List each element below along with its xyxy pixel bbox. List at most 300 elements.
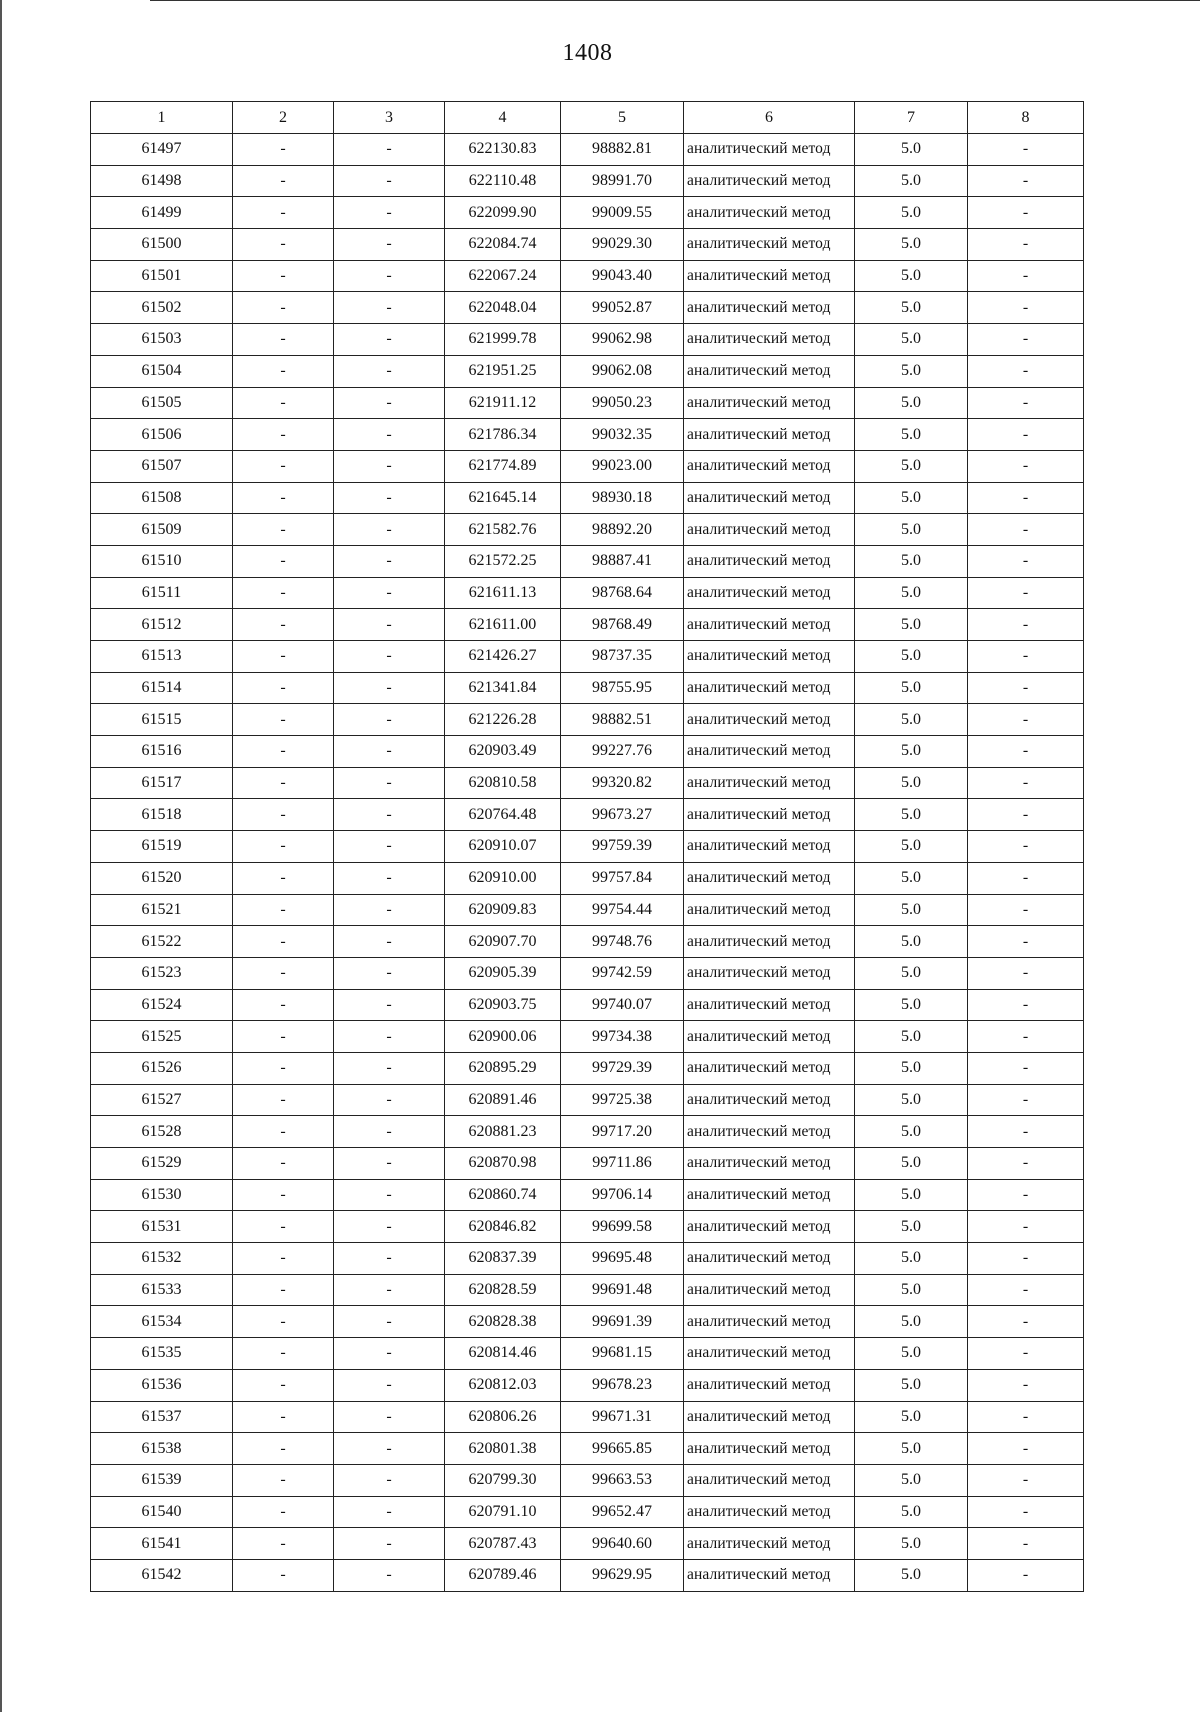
cell-col8-value: - [968, 260, 1084, 292]
cell-method: аналитический метод [684, 1401, 855, 1433]
cell-col8-value: - [968, 926, 1084, 958]
cell-coord-x: 622084.74 [445, 229, 561, 261]
cell-coord-y: 99673.27 [561, 799, 684, 831]
cell-col2-value: - [233, 419, 334, 451]
cell-point-number: 61502 [91, 292, 233, 324]
cell-col3-value: - [334, 1306, 445, 1338]
cell-coord-x: 620789.46 [445, 1559, 561, 1591]
cell-coord-x: 620799.30 [445, 1464, 561, 1496]
cell-accuracy: 5.0 [855, 894, 968, 926]
cell-method: аналитический метод [684, 1496, 855, 1528]
cell-accuracy: 5.0 [855, 1369, 968, 1401]
cell-col2-value: - [233, 672, 334, 704]
cell-accuracy: 5.0 [855, 1116, 968, 1148]
cell-col8-value: - [968, 197, 1084, 229]
cell-col3-value: - [334, 609, 445, 641]
cell-col8-value: - [968, 1052, 1084, 1084]
cell-col3-value: - [334, 482, 445, 514]
cell-col3-value: - [334, 545, 445, 577]
table-row [91, 1559, 1084, 1591]
cell-col8-value: - [968, 609, 1084, 641]
cell-method: аналитический метод [684, 1179, 855, 1211]
cell-coord-y: 99029.30 [561, 229, 684, 261]
cell-coord-x: 621645.14 [445, 482, 561, 514]
cell-coord-x: 620812.03 [445, 1369, 561, 1401]
cell-method: аналитический метод [684, 1243, 855, 1275]
cell-coord-y: 98768.64 [561, 577, 684, 609]
cell-point-number: 61539 [91, 1464, 233, 1496]
cell-col8-value: - [968, 545, 1084, 577]
cell-accuracy: 5.0 [855, 1496, 968, 1528]
cell-coord-y: 99725.38 [561, 1084, 684, 1116]
cell-method: аналитический метод [684, 831, 855, 863]
cell-point-number: 61533 [91, 1274, 233, 1306]
cell-coord-y: 99754.44 [561, 894, 684, 926]
cell-method: аналитический метод [684, 450, 855, 482]
cell-accuracy: 5.0 [855, 419, 968, 451]
cell-coord-x: 621582.76 [445, 514, 561, 546]
cell-col3-value: - [334, 1496, 445, 1528]
cell-col8-value: - [968, 1306, 1084, 1338]
table-row [91, 1148, 1084, 1180]
table-row [91, 831, 1084, 863]
cell-method: аналитический метод [684, 609, 855, 641]
cell-col2-value: - [233, 1559, 334, 1591]
cell-method: аналитический метод [684, 419, 855, 451]
cell-coord-x: 620910.07 [445, 831, 561, 863]
table-row [91, 926, 1084, 958]
cell-col2-value: - [233, 229, 334, 261]
table-row [91, 1369, 1084, 1401]
cell-coord-y: 99681.15 [561, 1338, 684, 1370]
cell-col2-value: - [233, 894, 334, 926]
table-row [91, 577, 1084, 609]
cell-col8-value: - [968, 1401, 1084, 1433]
cell-accuracy: 5.0 [855, 767, 968, 799]
column-header-6: 6 [684, 102, 855, 134]
cell-col3-value: - [334, 862, 445, 894]
cell-point-number: 61506 [91, 419, 233, 451]
cell-col8-value: - [968, 292, 1084, 324]
cell-col8-value: - [968, 894, 1084, 926]
cell-col2-value: - [233, 957, 334, 989]
cell-col2-value: - [233, 862, 334, 894]
cell-accuracy: 5.0 [855, 355, 968, 387]
cell-coord-x: 620837.39 [445, 1243, 561, 1275]
cell-accuracy: 5.0 [855, 831, 968, 863]
cell-accuracy: 5.0 [855, 957, 968, 989]
cell-col2-value: - [233, 1116, 334, 1148]
cell-col2-value: - [233, 926, 334, 958]
table-row [91, 704, 1084, 736]
cell-method: аналитический метод [684, 260, 855, 292]
cell-accuracy: 5.0 [855, 736, 968, 768]
cell-col8-value: - [968, 957, 1084, 989]
cell-point-number: 61500 [91, 229, 233, 261]
cell-method: аналитический метод [684, 957, 855, 989]
table-row [91, 1401, 1084, 1433]
cell-coord-y: 99757.84 [561, 862, 684, 894]
cell-point-number: 61529 [91, 1148, 233, 1180]
cell-col3-value: - [334, 197, 445, 229]
cell-col3-value: - [334, 1433, 445, 1465]
column-header-1: 1 [91, 102, 233, 134]
cell-accuracy: 5.0 [855, 450, 968, 482]
cell-method: аналитический метод [684, 1052, 855, 1084]
cell-col3-value: - [334, 1274, 445, 1306]
cell-coord-x: 620801.38 [445, 1433, 561, 1465]
cell-accuracy: 5.0 [855, 545, 968, 577]
cell-point-number: 61499 [91, 197, 233, 229]
cell-accuracy: 5.0 [855, 1211, 968, 1243]
column-header-4: 4 [445, 102, 561, 134]
cell-coord-x: 622067.24 [445, 260, 561, 292]
cell-col8-value: - [968, 1084, 1084, 1116]
cell-point-number: 61525 [91, 1021, 233, 1053]
cell-col8-value: - [968, 704, 1084, 736]
cell-coord-x: 620846.82 [445, 1211, 561, 1243]
cell-col8-value: - [968, 229, 1084, 261]
cell-col3-value: - [334, 1528, 445, 1560]
cell-col2-value: - [233, 387, 334, 419]
cell-col8-value: - [968, 324, 1084, 356]
table-row [91, 894, 1084, 926]
cell-col3-value: - [334, 1116, 445, 1148]
cell-point-number: 61541 [91, 1528, 233, 1560]
cell-col2-value: - [233, 260, 334, 292]
cell-coord-y: 98887.41 [561, 545, 684, 577]
cell-col2-value: - [233, 577, 334, 609]
table-row [91, 324, 1084, 356]
cell-col8-value: - [968, 1464, 1084, 1496]
cell-col2-value: - [233, 1496, 334, 1528]
cell-point-number: 61510 [91, 545, 233, 577]
cell-coord-y: 99706.14 [561, 1179, 684, 1211]
cell-col3-value: - [334, 1211, 445, 1243]
cell-point-number: 61536 [91, 1369, 233, 1401]
cell-accuracy: 5.0 [855, 292, 968, 324]
cell-coord-y: 98755.95 [561, 672, 684, 704]
cell-accuracy: 5.0 [855, 1148, 968, 1180]
table-row [91, 165, 1084, 197]
cell-coord-y: 99691.48 [561, 1274, 684, 1306]
table-row [91, 1306, 1084, 1338]
cell-point-number: 61528 [91, 1116, 233, 1148]
cell-point-number: 61538 [91, 1433, 233, 1465]
cell-col3-value: - [334, 419, 445, 451]
cell-col8-value: - [968, 767, 1084, 799]
cell-col8-value: - [968, 134, 1084, 166]
cell-method: аналитический метод [684, 1148, 855, 1180]
table-row [91, 767, 1084, 799]
cell-coord-y: 98882.51 [561, 704, 684, 736]
cell-coord-y: 98737.35 [561, 641, 684, 673]
table-row [91, 1021, 1084, 1053]
cell-col8-value: - [968, 641, 1084, 673]
cell-coord-x: 620764.48 [445, 799, 561, 831]
cell-point-number: 61516 [91, 736, 233, 768]
cell-coord-x: 620907.70 [445, 926, 561, 958]
cell-col2-value: - [233, 197, 334, 229]
cell-col8-value: - [968, 1559, 1084, 1591]
cell-point-number: 61517 [91, 767, 233, 799]
cell-coord-x: 622048.04 [445, 292, 561, 324]
cell-col8-value: - [968, 387, 1084, 419]
table-row [91, 609, 1084, 641]
table-row [91, 1211, 1084, 1243]
cell-coord-y: 99050.23 [561, 387, 684, 419]
cell-coord-y: 99734.38 [561, 1021, 684, 1053]
cell-col2-value: - [233, 1148, 334, 1180]
cell-accuracy: 5.0 [855, 387, 968, 419]
cell-col8-value: - [968, 1338, 1084, 1370]
cell-accuracy: 5.0 [855, 1179, 968, 1211]
cell-accuracy: 5.0 [855, 1052, 968, 1084]
cell-col3-value: - [334, 577, 445, 609]
cell-accuracy: 5.0 [855, 641, 968, 673]
cell-coord-x: 620828.38 [445, 1306, 561, 1338]
cell-point-number: 61514 [91, 672, 233, 704]
cell-accuracy: 5.0 [855, 609, 968, 641]
cell-accuracy: 5.0 [855, 799, 968, 831]
cell-accuracy: 5.0 [855, 1021, 968, 1053]
cell-point-number: 61497 [91, 134, 233, 166]
cell-coord-x: 620903.75 [445, 989, 561, 1021]
cell-col2-value: - [233, 165, 334, 197]
cell-col2-value: - [233, 1084, 334, 1116]
cell-col3-value: - [334, 260, 445, 292]
cell-col8-value: - [968, 1274, 1084, 1306]
cell-accuracy: 5.0 [855, 514, 968, 546]
table-row [91, 387, 1084, 419]
cell-accuracy: 5.0 [855, 134, 968, 166]
cell-coord-x: 620870.98 [445, 1148, 561, 1180]
cell-coord-y: 99009.55 [561, 197, 684, 229]
cell-coord-x: 620806.26 [445, 1401, 561, 1433]
column-header-2: 2 [233, 102, 334, 134]
cell-method: аналитический метод [684, 1084, 855, 1116]
cell-col2-value: - [233, 767, 334, 799]
cell-coord-y: 98882.81 [561, 134, 684, 166]
cell-col8-value: - [968, 1243, 1084, 1275]
cell-point-number: 61520 [91, 862, 233, 894]
cell-coord-x: 621951.25 [445, 355, 561, 387]
cell-method: аналитический метод [684, 641, 855, 673]
table-header [91, 102, 1084, 134]
cell-col2-value: - [233, 324, 334, 356]
cell-col8-value: - [968, 1021, 1084, 1053]
cell-point-number: 61534 [91, 1306, 233, 1338]
cell-method: аналитический метод [684, 545, 855, 577]
cell-coord-x: 620909.83 [445, 894, 561, 926]
cell-method: аналитический метод [684, 1021, 855, 1053]
cell-coord-y: 99699.58 [561, 1211, 684, 1243]
table-row [91, 229, 1084, 261]
table-row [91, 134, 1084, 166]
cell-coord-x: 620860.74 [445, 1179, 561, 1211]
table-row [91, 355, 1084, 387]
cell-col8-value: - [968, 419, 1084, 451]
cell-method: аналитический метод [684, 134, 855, 166]
cell-method: аналитический метод [684, 672, 855, 704]
cell-col8-value: - [968, 1369, 1084, 1401]
table-row [91, 197, 1084, 229]
cell-point-number: 61518 [91, 799, 233, 831]
cell-method: аналитический метод [684, 577, 855, 609]
cell-col2-value: - [233, 1369, 334, 1401]
table-row [91, 1464, 1084, 1496]
cell-method: аналитический метод [684, 1433, 855, 1465]
cell-method: аналитический метод [684, 514, 855, 546]
cell-method: аналитический метод [684, 1274, 855, 1306]
cell-col2-value: - [233, 450, 334, 482]
cell-method: аналитический метод [684, 197, 855, 229]
cell-point-number: 61509 [91, 514, 233, 546]
cell-col2-value: - [233, 292, 334, 324]
table-row [91, 1052, 1084, 1084]
cell-method: аналитический метод [684, 799, 855, 831]
cell-col2-value: - [233, 799, 334, 831]
cell-coord-x: 620881.23 [445, 1116, 561, 1148]
cell-method: аналитический метод [684, 355, 855, 387]
cell-coord-x: 621611.00 [445, 609, 561, 641]
cell-point-number: 61535 [91, 1338, 233, 1370]
cell-point-number: 61542 [91, 1559, 233, 1591]
cell-method: аналитический метод [684, 1116, 855, 1148]
cell-col3-value: - [334, 799, 445, 831]
cell-point-number: 61505 [91, 387, 233, 419]
cell-col3-value: - [334, 229, 445, 261]
cell-col2-value: - [233, 609, 334, 641]
cell-method: аналитический метод [684, 292, 855, 324]
cell-col2-value: - [233, 1338, 334, 1370]
cell-col3-value: - [334, 894, 445, 926]
cell-coord-x: 621572.25 [445, 545, 561, 577]
cell-col2-value: - [233, 545, 334, 577]
cell-coord-y: 99759.39 [561, 831, 684, 863]
cell-coord-x: 621911.12 [445, 387, 561, 419]
cell-method: аналитический метод [684, 1306, 855, 1338]
cell-col3-value: - [334, 292, 445, 324]
cell-col3-value: - [334, 1338, 445, 1370]
cell-coord-y: 99043.40 [561, 260, 684, 292]
cell-coord-y: 99023.00 [561, 450, 684, 482]
cell-col3-value: - [334, 514, 445, 546]
cell-coord-x: 620814.46 [445, 1338, 561, 1370]
table-row [91, 641, 1084, 673]
cell-point-number: 61540 [91, 1496, 233, 1528]
cell-point-number: 61532 [91, 1243, 233, 1275]
cell-point-number: 61537 [91, 1401, 233, 1433]
cell-accuracy: 5.0 [855, 1559, 968, 1591]
cell-coord-y: 98768.49 [561, 609, 684, 641]
cell-coord-x: 621999.78 [445, 324, 561, 356]
cell-coord-x: 620895.29 [445, 1052, 561, 1084]
cell-coord-y: 99665.85 [561, 1433, 684, 1465]
cell-point-number: 61511 [91, 577, 233, 609]
table-row [91, 514, 1084, 546]
column-header-5: 5 [561, 102, 684, 134]
cell-coord-y: 99652.47 [561, 1496, 684, 1528]
coordinates-table [90, 101, 1084, 1592]
cell-col3-value: - [334, 1369, 445, 1401]
cell-coord-y: 99678.23 [561, 1369, 684, 1401]
page-number: 1408 [562, 40, 613, 66]
cell-col8-value: - [968, 672, 1084, 704]
cell-coord-y: 99320.82 [561, 767, 684, 799]
cell-method: аналитический метод [684, 989, 855, 1021]
cell-col2-value: - [233, 1021, 334, 1053]
table-row [91, 736, 1084, 768]
cell-accuracy: 5.0 [855, 577, 968, 609]
cell-method: аналитический метод [684, 862, 855, 894]
cell-accuracy: 5.0 [855, 862, 968, 894]
cell-accuracy: 5.0 [855, 197, 968, 229]
cell-accuracy: 5.0 [855, 1274, 968, 1306]
cell-col2-value: - [233, 1179, 334, 1211]
cell-method: аналитический метод [684, 229, 855, 261]
cell-coord-x: 620810.58 [445, 767, 561, 799]
cell-col3-value: - [334, 957, 445, 989]
cell-coord-x: 622130.83 [445, 134, 561, 166]
cell-accuracy: 5.0 [855, 165, 968, 197]
cell-col8-value: - [968, 1179, 1084, 1211]
cell-coord-y: 99717.20 [561, 1116, 684, 1148]
cell-point-number: 61498 [91, 165, 233, 197]
cell-coord-y: 99671.31 [561, 1401, 684, 1433]
cell-coord-x: 620903.49 [445, 736, 561, 768]
table-row [91, 292, 1084, 324]
cell-col2-value: - [233, 482, 334, 514]
column-header-7: 7 [855, 102, 968, 134]
cell-coord-x: 621611.13 [445, 577, 561, 609]
table-body [91, 134, 1084, 1592]
cell-coord-y: 98991.70 [561, 165, 684, 197]
table-row [91, 957, 1084, 989]
cell-col3-value: - [334, 134, 445, 166]
table-row [91, 1528, 1084, 1560]
cell-col3-value: - [334, 1559, 445, 1591]
cell-coord-y: 98930.18 [561, 482, 684, 514]
cell-coord-y: 99729.39 [561, 1052, 684, 1084]
cell-col8-value: - [968, 736, 1084, 768]
table-row [91, 1179, 1084, 1211]
cell-point-number: 61522 [91, 926, 233, 958]
cell-col8-value: - [968, 1116, 1084, 1148]
cell-point-number: 61531 [91, 1211, 233, 1243]
cell-col8-value: - [968, 165, 1084, 197]
cell-col3-value: - [334, 1084, 445, 1116]
cell-col8-value: - [968, 482, 1084, 514]
cell-point-number: 61503 [91, 324, 233, 356]
cell-method: аналитический метод [684, 1559, 855, 1591]
cell-col2-value: - [233, 134, 334, 166]
cell-accuracy: 5.0 [855, 1338, 968, 1370]
cell-coord-x: 620905.39 [445, 957, 561, 989]
cell-accuracy: 5.0 [855, 482, 968, 514]
cell-accuracy: 5.0 [855, 1084, 968, 1116]
table-row [91, 450, 1084, 482]
cell-col3-value: - [334, 767, 445, 799]
cell-method: аналитический метод [684, 1528, 855, 1560]
cell-col8-value: - [968, 450, 1084, 482]
cell-col3-value: - [334, 355, 445, 387]
cell-point-number: 61501 [91, 260, 233, 292]
cell-point-number: 61524 [91, 989, 233, 1021]
cell-coord-y: 99062.98 [561, 324, 684, 356]
cell-coord-x: 620891.46 [445, 1084, 561, 1116]
table-row [91, 672, 1084, 704]
